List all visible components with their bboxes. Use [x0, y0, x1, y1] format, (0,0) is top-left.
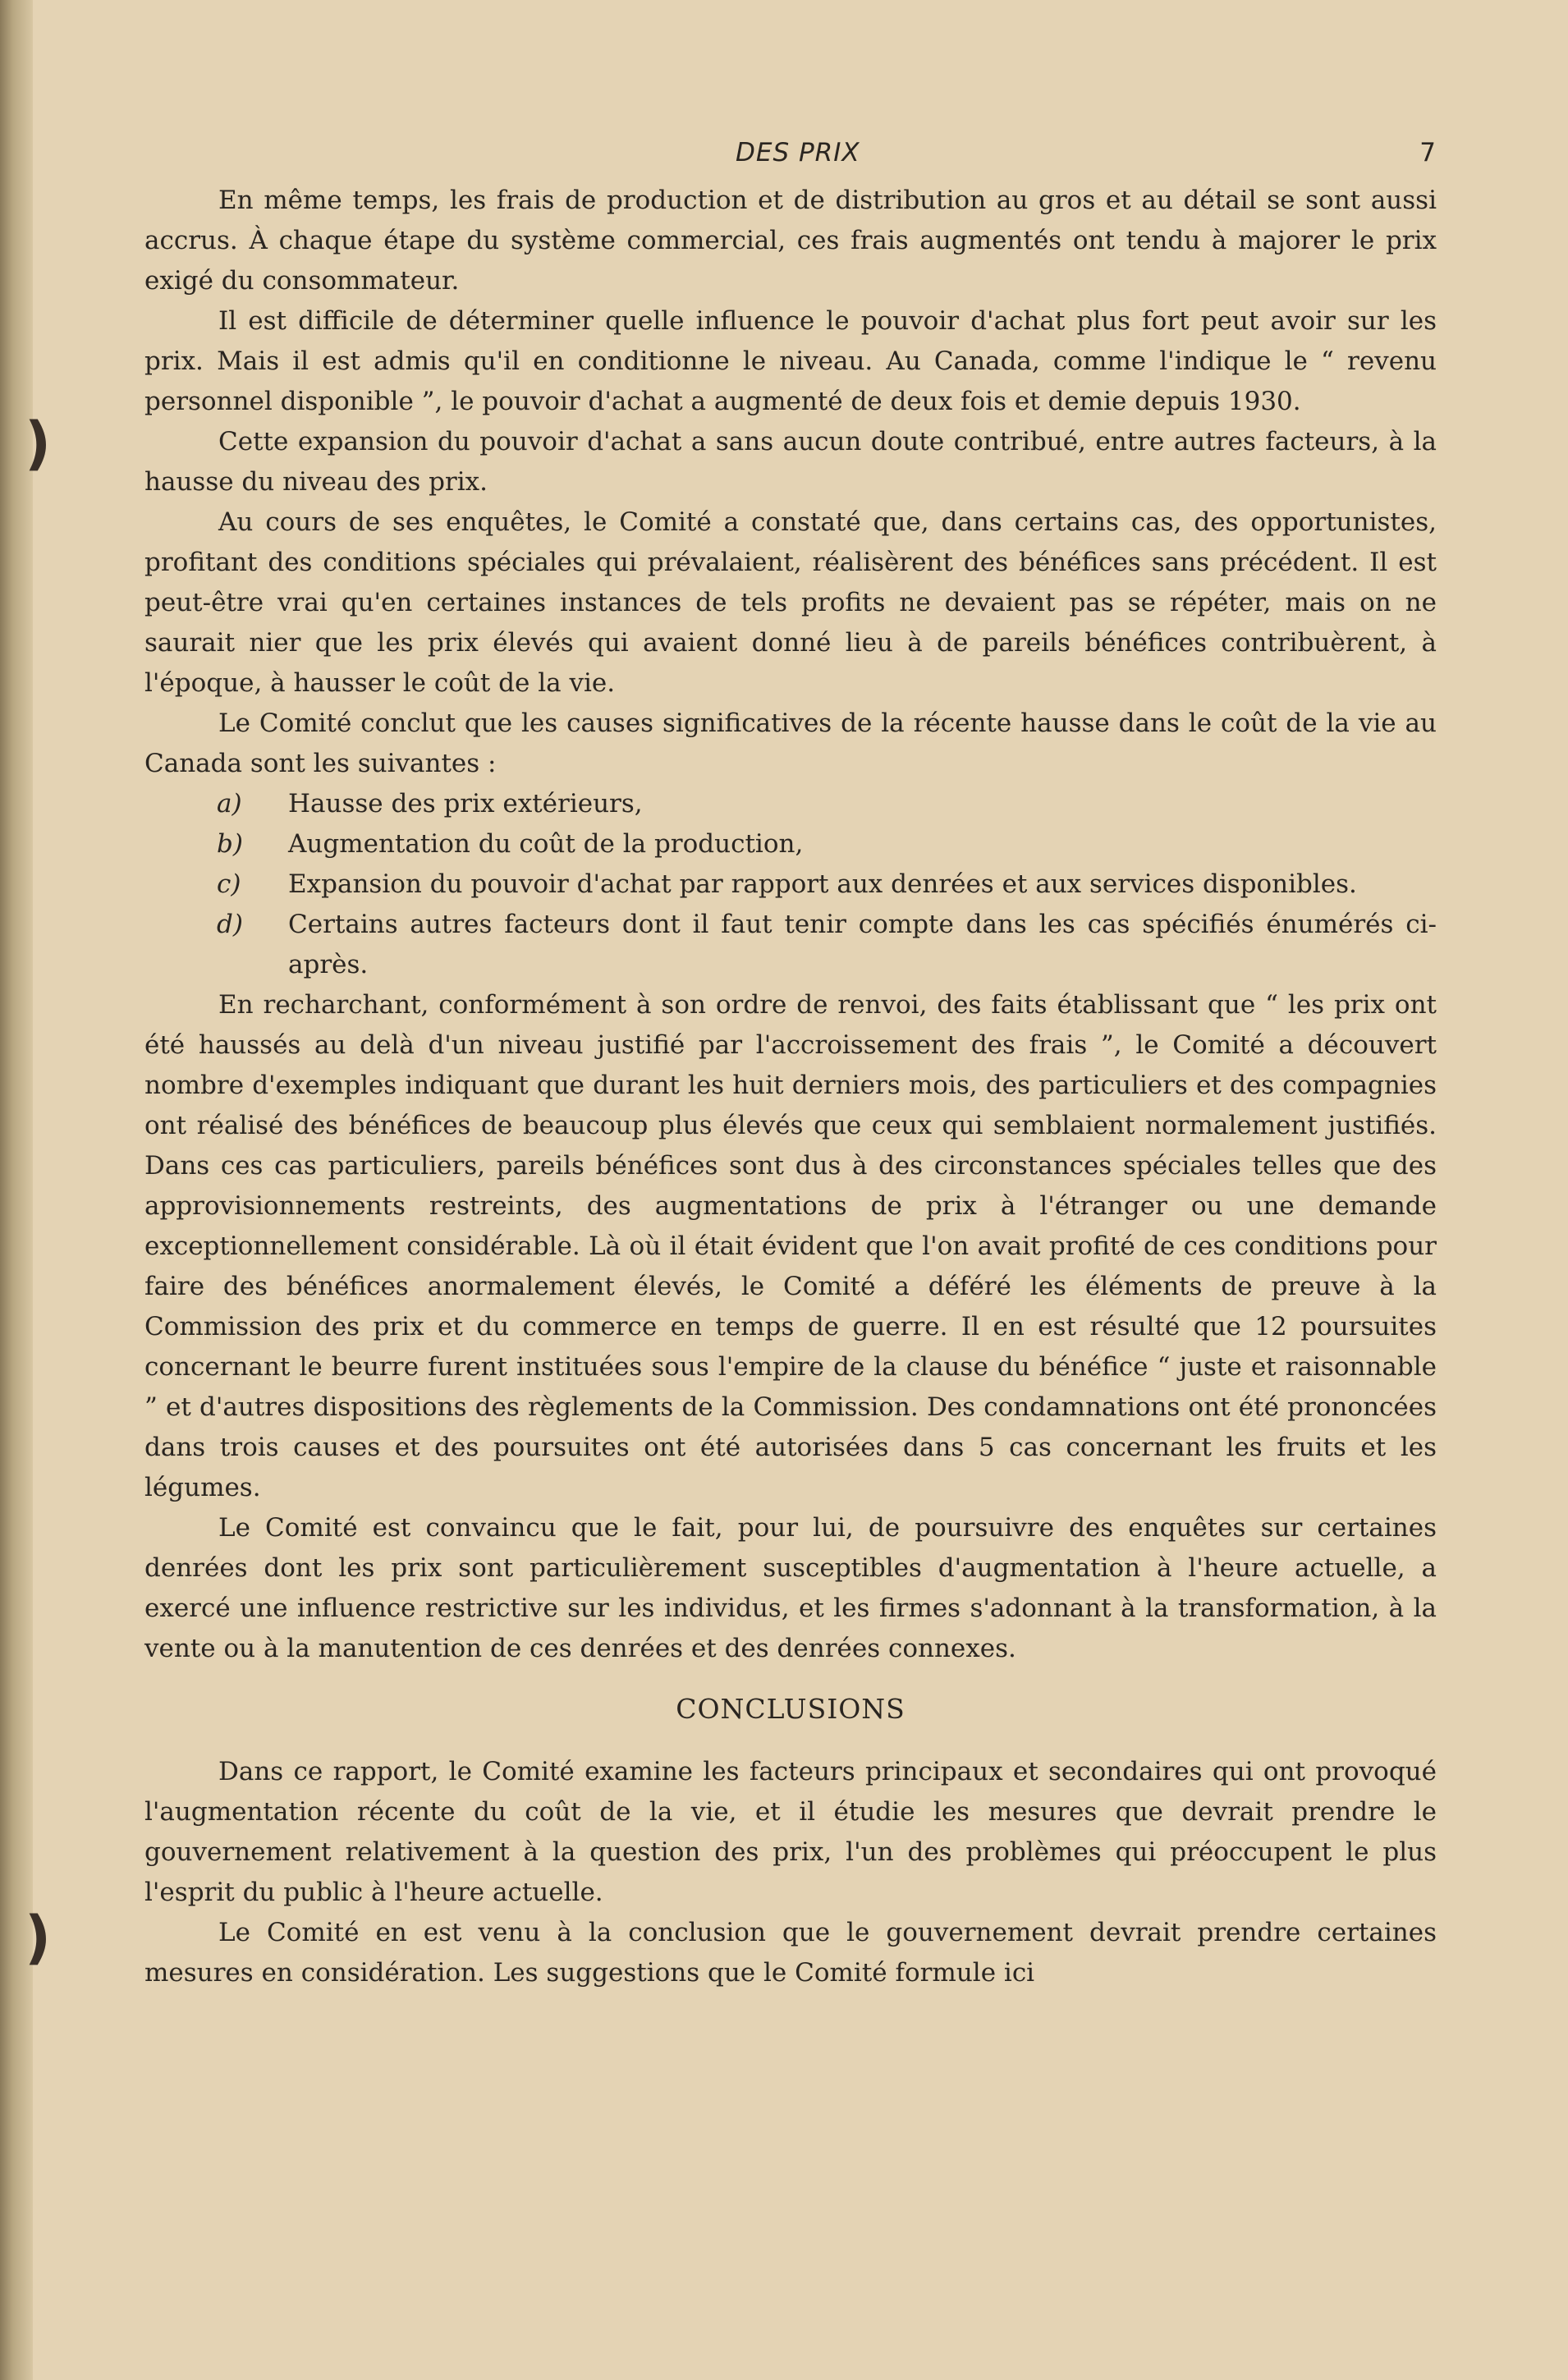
body-text — [144, 181, 1437, 1993]
list-item — [144, 864, 1437, 905]
binding-mark: ) — [25, 1904, 51, 1971]
list-item — [144, 905, 1437, 985]
list-item — [144, 784, 1437, 824]
binding-mark: ) — [25, 410, 51, 477]
paragraph: Le Comité est convaincu que le fait, pour lui, de poursuivre des enquêtes sur certaines denrées dont les prix sont particulièrement susceptibles d'augmentation à l'heure actuelle, a exercé une influence restrictive sur les individus, et les firmes s'adonnant à la transformation, à la vente ou à la manutention de ces denrées et des denrées connexes. — [144, 1513, 1437, 1663]
list-item-text: Augmentation du coût de la production, — [288, 829, 804, 859]
paragraph: Le Comité conclut que les causes significatives de la récente hausse dans le coût de la vie au Canada sont les suivantes : — [144, 708, 1437, 778]
paragraph: Au cours de ses enquêtes, le Comité a constaté que, dans certains cas, des opportunistes, profitant des conditions spéciales qui prévalaient, réalisèrent des bénéfices sans précédent. Il est peut-être vrai qu'en certaines instances de tels profits ne devaient pas se répéter, mais on ne saurait nier que les prix élevés qui avaient donné lieu à de pareils bénéfices contribuèrent, à l'époque, à hausser le coût de la vie. — [144, 507, 1437, 698]
paragraph: Le Comité en est venu à la conclusion que le gouvernement devrait prendre certaines mesures en considération. Les suggestions que le Comité formule ici — [144, 1918, 1437, 1988]
list-marker: c) — [217, 869, 241, 899]
list-marker: b) — [217, 829, 243, 859]
paragraph: Dans ce rapport, le Comité examine les facteurs principaux et secondaires qui ont provoqué l'augmentation récente du coût de la vie, et il étudie les mesures que devrait prendre le gouvernement relativement à la question des prix, l'un des problèmes qui préoccupent le plus l'esprit du public à l'heure actuelle. — [144, 1757, 1437, 1907]
page — [144, 131, 1437, 1993]
paragraph: En recharchant, conformément à son ordre de renvoi, des faits établissant que “ les prix ont été haussés au delà d'un niveau justifié par l'accroissement des frais ”, le Comité a découvert nombre d'exemples indiquant que durant les huit derniers mois, des particuliers et des compagnies ont réalisé des bénéfices de beaucoup plus élevés que ceux qui semblaient normalement justifiés. Dans ces cas particuliers, pareils bénéfices sont dus à des circonstances spéciales telles que des approvisionnements restreints, des augmentations de prix à l'étranger ou une demande exceptionnellement considérable. Là où il était évident que l'on avait profité de ces conditions pour faire des bénéfices anormalement élevés, le Comité a déféré les éléments de preuve à la Commission des prix et du commerce en temps de guerre. Il en est résulté que 12 poursuites concernant le beurre furent instituées sous l'empire de la clause du bénéfice “ juste et raisonnable ” et d'autres dispositions des règlements de la Commission. Des condamnations ont été prononcées dans trois causes et des poursuites ont été autorisées dans 5 cas concernant les fruits et les légumes. — [144, 990, 1437, 1502]
paragraph: Cette expansion du pouvoir d'achat a sans aucun doute contribué, entre autres facteurs, à la hausse du niveau des prix. — [144, 427, 1437, 497]
list-item-text: Expansion du pouvoir d'achat par rapport aux denrées et aux services disponibles. — [288, 869, 1357, 899]
list-item-text: Certains autres facteurs dont il faut tenir compte dans les cas spécifiés énumérés ci-après. — [288, 910, 1437, 979]
running-title: DES PRIX — [736, 138, 860, 167]
section-heading: CONCLUSIONS — [676, 1693, 905, 1725]
paragraph: En même temps, les frais de production et de distribution au gros et au détail se sont aussi accrus. À chaque étape du système commercial, ces frais augmentés ont tendu à majorer le prix exigé du consommateur. — [144, 186, 1437, 296]
page-number: 7 — [1419, 138, 1437, 167]
list-item — [144, 824, 1437, 864]
list-item-text: Hausse des prix extérieurs, — [288, 789, 643, 819]
book-spine — [0, 0, 33, 2380]
list-marker: d) — [217, 910, 243, 939]
paragraph: Il est difficile de déterminer quelle influence le pouvoir d'achat plus fort peut avoir sur les prix. Mais il est admis qu'il en conditionne le niveau. Au Canada, comme l'indique le “ revenu personnel disponible ”, le pouvoir d'achat a augmenté de deux fois et demie depuis 1930. — [144, 306, 1437, 416]
list-marker: a) — [217, 789, 242, 819]
causes-list — [144, 784, 1437, 985]
running-header — [144, 131, 1437, 181]
